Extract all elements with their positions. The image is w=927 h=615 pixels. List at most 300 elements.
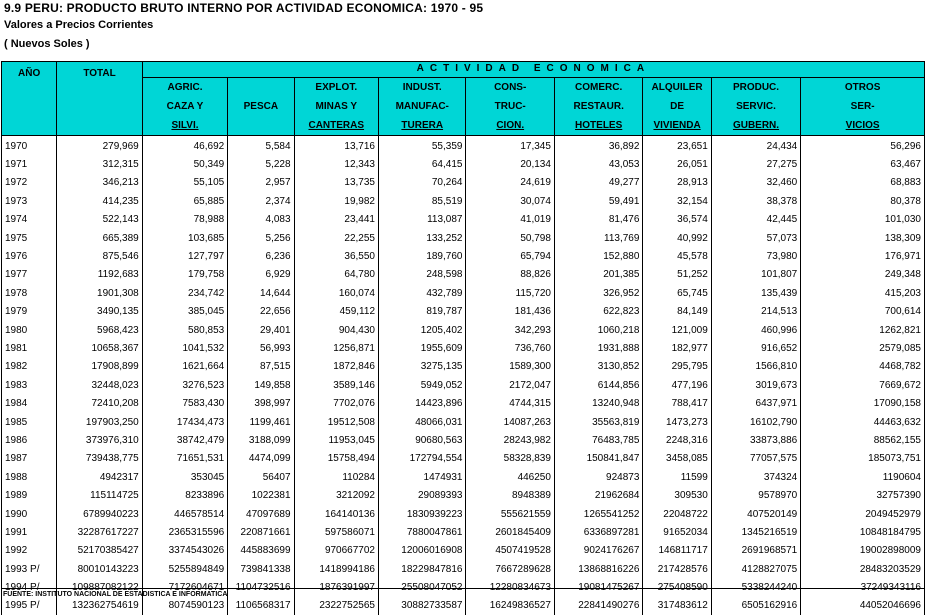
cell-value: 80010143223 bbox=[57, 560, 142, 578]
cell-value: 17908,899 bbox=[57, 358, 142, 376]
header-col-8 bbox=[801, 78, 925, 136]
table-row bbox=[2, 303, 925, 321]
cell-value: 1205,402 bbox=[379, 321, 466, 339]
cell-value: 64,415 bbox=[379, 155, 466, 173]
cell-value: 22841490276 bbox=[554, 597, 642, 615]
table-subtitle: Valores a Precios Corrientes bbox=[4, 19, 153, 31]
cell-value: 5338244240 bbox=[711, 578, 800, 596]
cell-value: 17090,158 bbox=[801, 394, 925, 412]
cell-value: 64,780 bbox=[294, 266, 378, 284]
cell-value: 11599 bbox=[643, 468, 711, 486]
cell-value: 32,460 bbox=[711, 174, 800, 192]
cell-value: 374324 bbox=[711, 468, 800, 486]
cell-year: 1974 bbox=[2, 211, 57, 229]
cell-value: 819,787 bbox=[379, 303, 466, 321]
header-col-2-line-2: CANTERAS bbox=[295, 116, 378, 135]
cell-value: 580,853 bbox=[142, 321, 227, 339]
cell-value: 101,030 bbox=[801, 211, 925, 229]
cell-value: 1022381 bbox=[228, 486, 294, 504]
header-col-1-line-2 bbox=[228, 116, 293, 135]
table-row bbox=[2, 136, 925, 156]
cell-value: 220871661 bbox=[228, 523, 294, 541]
cell-value: 57,073 bbox=[711, 229, 800, 247]
cell-value: 90680,563 bbox=[379, 431, 466, 449]
cell-value: 19002898009 bbox=[801, 542, 925, 560]
cell-value: 113,769 bbox=[554, 229, 642, 247]
cell-value: 1104732516 bbox=[228, 578, 294, 596]
cell-year: 1991 bbox=[2, 523, 57, 541]
cell-value: 85,519 bbox=[379, 192, 466, 210]
table-row bbox=[2, 560, 925, 578]
header-col-0 bbox=[142, 78, 227, 136]
cell-value: 113,087 bbox=[379, 211, 466, 229]
table-row bbox=[2, 321, 925, 339]
header-col-1-line-0 bbox=[228, 78, 293, 97]
cell-value: 3490,135 bbox=[57, 303, 142, 321]
cell-value: 14423,896 bbox=[379, 394, 466, 412]
header-col-1 bbox=[228, 78, 294, 136]
cell-value: 1872,846 bbox=[294, 358, 378, 376]
cell-value: 44463,632 bbox=[801, 413, 925, 431]
table-bottom-rule bbox=[1, 588, 925, 589]
cell-value: 68,883 bbox=[801, 174, 925, 192]
cell-value: 47097689 bbox=[228, 505, 294, 523]
cell-value: 23,441 bbox=[294, 211, 378, 229]
cell-value: 6437,971 bbox=[711, 394, 800, 412]
cell-value: 110284 bbox=[294, 468, 378, 486]
cell-value: 309530 bbox=[643, 486, 711, 504]
cell-value: 1589,300 bbox=[466, 358, 554, 376]
cell-year: 1984 bbox=[2, 394, 57, 412]
cell-value: 32757390 bbox=[801, 486, 925, 504]
cell-value: 84,149 bbox=[643, 303, 711, 321]
cell-value: 414,235 bbox=[57, 192, 142, 210]
cell-value: 56,296 bbox=[801, 136, 925, 156]
cell-value: 1830939223 bbox=[379, 505, 466, 523]
header-col-2-line-0: EXPLOT. bbox=[295, 78, 378, 97]
cell-value: 46,692 bbox=[142, 136, 227, 156]
table-row bbox=[2, 468, 925, 486]
cell-value: 14,644 bbox=[228, 284, 294, 302]
cell-value: 115,720 bbox=[466, 284, 554, 302]
cell-value: 132362754619 bbox=[57, 597, 142, 615]
header-col-6-line-2: VIVIENDA bbox=[643, 116, 710, 135]
table-row bbox=[2, 229, 925, 247]
cell-value: 127,797 bbox=[142, 247, 227, 265]
cell-value: 5,584 bbox=[228, 136, 294, 156]
table-row bbox=[2, 394, 925, 412]
cell-value: 115114725 bbox=[57, 486, 142, 504]
cell-value: 665,389 bbox=[57, 229, 142, 247]
header-col-4-line-2: CION. bbox=[466, 116, 553, 135]
cell-value: 7669,672 bbox=[801, 376, 925, 394]
cell-value: 3212092 bbox=[294, 486, 378, 504]
cell-year: 1992 bbox=[2, 542, 57, 560]
cell-value: 72410,208 bbox=[57, 394, 142, 412]
cell-value: 13,716 bbox=[294, 136, 378, 156]
cell-value: 29089393 bbox=[379, 486, 466, 504]
table-header bbox=[2, 62, 925, 136]
cell-value: 48066,031 bbox=[379, 413, 466, 431]
cell-value: 77057,575 bbox=[711, 450, 800, 468]
header-col-4 bbox=[466, 78, 554, 136]
cell-value: 875,546 bbox=[57, 247, 142, 265]
cell-value: 6789940223 bbox=[57, 505, 142, 523]
cell-year: 1975 bbox=[2, 229, 57, 247]
table-row bbox=[2, 358, 925, 376]
cell-value: 5949,052 bbox=[379, 376, 466, 394]
cell-year: 1982 bbox=[2, 358, 57, 376]
cell-value: 10848184795 bbox=[801, 523, 925, 541]
cell-value: 44052046696 bbox=[801, 597, 925, 615]
cell-value: 9578970 bbox=[711, 486, 800, 504]
cell-value: 160,074 bbox=[294, 284, 378, 302]
cell-value: 26,051 bbox=[643, 155, 711, 173]
cell-value: 342,293 bbox=[466, 321, 554, 339]
cell-value: 36,550 bbox=[294, 247, 378, 265]
table-row bbox=[2, 192, 925, 210]
cell-value: 2,374 bbox=[228, 192, 294, 210]
cell-value: 214,513 bbox=[711, 303, 800, 321]
cell-value: 176,971 bbox=[801, 247, 925, 265]
cell-value: 700,614 bbox=[801, 303, 925, 321]
cell-value: 4474,099 bbox=[228, 450, 294, 468]
cell-value: 1106568317 bbox=[228, 597, 294, 615]
header-activity-group: ACTIVIDAD ECONOMICA bbox=[142, 62, 924, 78]
cell-value: 150841,847 bbox=[554, 450, 642, 468]
cell-value: 21962684 bbox=[554, 486, 642, 504]
cell-value: 15758,494 bbox=[294, 450, 378, 468]
cell-value: 2,957 bbox=[228, 174, 294, 192]
cell-value: 45,578 bbox=[643, 247, 711, 265]
cell-value: 6,236 bbox=[228, 247, 294, 265]
cell-value: 275408590 bbox=[643, 578, 711, 596]
cell-value: 182,977 bbox=[643, 339, 711, 357]
cell-year: 1980 bbox=[2, 321, 57, 339]
cell-value: 101,807 bbox=[711, 266, 800, 284]
cell-value: 24,434 bbox=[711, 136, 800, 156]
cell-value: 52170385427 bbox=[57, 542, 142, 560]
header-col-6 bbox=[643, 78, 711, 136]
table-row bbox=[2, 450, 925, 468]
cell-value: 1901,308 bbox=[57, 284, 142, 302]
cell-year: 1972 bbox=[2, 174, 57, 192]
cell-year: 1973 bbox=[2, 192, 57, 210]
cell-value: 56,993 bbox=[228, 339, 294, 357]
table-row bbox=[2, 339, 925, 357]
table-body bbox=[2, 136, 925, 615]
header-col-1-line-1: PESCA bbox=[228, 97, 293, 116]
cell-value: 916,652 bbox=[711, 339, 800, 357]
cell-value: 35563,819 bbox=[554, 413, 642, 431]
cell-value: 2579,085 bbox=[801, 339, 925, 357]
cell-value: 88,826 bbox=[466, 266, 554, 284]
table-row bbox=[2, 542, 925, 560]
cell-value: 5,228 bbox=[228, 155, 294, 173]
cell-value: 7880047861 bbox=[379, 523, 466, 541]
cell-value: 446578514 bbox=[142, 505, 227, 523]
header-col-7-line-0: PRODUC. bbox=[712, 78, 800, 97]
table-row bbox=[2, 431, 925, 449]
header-col-4-line-0: CONS- bbox=[466, 78, 553, 97]
header-col-0-line-1: CAZA Y bbox=[143, 97, 227, 116]
table-units: ( Nuevos Soles ) bbox=[4, 38, 90, 50]
table-row bbox=[2, 155, 925, 173]
cell-value: 5,256 bbox=[228, 229, 294, 247]
header-total: TOTAL bbox=[57, 62, 142, 136]
cell-value: 4128827075 bbox=[711, 560, 800, 578]
cell-value: 1192,683 bbox=[57, 266, 142, 284]
cell-value: 63,467 bbox=[801, 155, 925, 173]
cell-value: 6144,856 bbox=[554, 376, 642, 394]
cell-value: 346,213 bbox=[57, 174, 142, 192]
cell-value: 1190604 bbox=[801, 468, 925, 486]
cell-year: 1987 bbox=[2, 450, 57, 468]
cell-value: 2322752565 bbox=[294, 597, 378, 615]
cell-value: 7172604671 bbox=[142, 578, 227, 596]
cell-value: 87,515 bbox=[228, 358, 294, 376]
header-col-5-line-2: HOTELES bbox=[555, 116, 642, 135]
cell-value: 19512,508 bbox=[294, 413, 378, 431]
cell-value: 445883699 bbox=[228, 542, 294, 560]
cell-value: 3019,673 bbox=[711, 376, 800, 394]
cell-value: 317483612 bbox=[643, 597, 711, 615]
cell-value: 12006016908 bbox=[379, 542, 466, 560]
cell-year: 1990 bbox=[2, 505, 57, 523]
source-note: FUENTE: INSTITUTO NACIONAL DE ESTADISTICA E INFORMATICA bbox=[3, 591, 227, 598]
header-col-5-line-0: COMERC. bbox=[555, 78, 642, 97]
cell-value: 29,401 bbox=[228, 321, 294, 339]
cell-value: 1345216519 bbox=[711, 523, 800, 541]
cell-value: 1060,218 bbox=[554, 321, 642, 339]
cell-value: 460,996 bbox=[711, 321, 800, 339]
cell-value: 18229847816 bbox=[379, 560, 466, 578]
cell-value: 10658,367 bbox=[57, 339, 142, 357]
cell-value: 30882733587 bbox=[379, 597, 466, 615]
cell-value: 4744,315 bbox=[466, 394, 554, 412]
cell-value: 17434,473 bbox=[142, 413, 227, 431]
cell-value: 38,378 bbox=[711, 192, 800, 210]
cell-value: 38742,479 bbox=[142, 431, 227, 449]
cell-value: 1931,888 bbox=[554, 339, 642, 357]
cell-value: 3458,085 bbox=[643, 450, 711, 468]
cell-value: 217428576 bbox=[643, 560, 711, 578]
cell-value: 121,009 bbox=[643, 321, 711, 339]
cell-year: 1995 P/ bbox=[2, 597, 57, 615]
cell-value: 16249836527 bbox=[466, 597, 554, 615]
cell-value: 1621,664 bbox=[142, 358, 227, 376]
cell-year: 1981 bbox=[2, 339, 57, 357]
cell-value: 24,619 bbox=[466, 174, 554, 192]
cell-value: 25508047052 bbox=[379, 578, 466, 596]
header-col-5-line-1: RESTAUR. bbox=[555, 97, 642, 116]
cell-value: 522,143 bbox=[57, 211, 142, 229]
cell-value: 3275,135 bbox=[379, 358, 466, 376]
cell-value: 58328,839 bbox=[466, 450, 554, 468]
cell-value: 7583,430 bbox=[142, 394, 227, 412]
cell-value: 185073,751 bbox=[801, 450, 925, 468]
cell-value: 14087,263 bbox=[466, 413, 554, 431]
cell-value: 6,929 bbox=[228, 266, 294, 284]
cell-value: 30,074 bbox=[466, 192, 554, 210]
cell-value: 326,952 bbox=[554, 284, 642, 302]
cell-value: 50,798 bbox=[466, 229, 554, 247]
cell-value: 135,439 bbox=[711, 284, 800, 302]
cell-value: 924873 bbox=[554, 468, 642, 486]
cell-value: 2691968571 bbox=[711, 542, 800, 560]
cell-value: 1474931 bbox=[379, 468, 466, 486]
table-row bbox=[2, 211, 925, 229]
cell-year: 1977 bbox=[2, 266, 57, 284]
cell-value: 179,758 bbox=[142, 266, 227, 284]
cell-value: 6336897281 bbox=[554, 523, 642, 541]
cell-value: 50,349 bbox=[142, 155, 227, 173]
cell-value: 70,264 bbox=[379, 174, 466, 192]
cell-value: 415,203 bbox=[801, 284, 925, 302]
cell-value: 5968,423 bbox=[57, 321, 142, 339]
cell-value: 477,196 bbox=[643, 376, 711, 394]
cell-value: 1473,273 bbox=[643, 413, 711, 431]
cell-year: 1978 bbox=[2, 284, 57, 302]
cell-value: 8233896 bbox=[142, 486, 227, 504]
cell-value: 146811717 bbox=[643, 542, 711, 560]
cell-value: 76483,785 bbox=[554, 431, 642, 449]
cell-value: 37249343116 bbox=[801, 578, 925, 596]
cell-year: 1988 bbox=[2, 468, 57, 486]
cell-value: 1265541252 bbox=[554, 505, 642, 523]
cell-year: 1993 P/ bbox=[2, 560, 57, 578]
cell-value: 32,154 bbox=[643, 192, 711, 210]
cell-value: 40,992 bbox=[643, 229, 711, 247]
table-row bbox=[2, 505, 925, 523]
cell-value: 385,045 bbox=[142, 303, 227, 321]
cell-value: 43,053 bbox=[554, 155, 642, 173]
cell-value: 73,980 bbox=[711, 247, 800, 265]
cell-value: 13240,948 bbox=[554, 394, 642, 412]
cell-year: 1985 bbox=[2, 413, 57, 431]
cell-value: 16102,790 bbox=[711, 413, 800, 431]
cell-value: 970667702 bbox=[294, 542, 378, 560]
cell-value: 8948389 bbox=[466, 486, 554, 504]
cell-value: 36,574 bbox=[643, 211, 711, 229]
header-col-6-line-0: ALQUILER bbox=[643, 78, 710, 97]
header-col-0-line-2: SILVI. bbox=[143, 116, 227, 135]
cell-value: 407520149 bbox=[711, 505, 800, 523]
cell-value: 12280834673 bbox=[466, 578, 554, 596]
cell-value: 55,105 bbox=[142, 174, 227, 192]
header-col-7-line-2: GUBERN. bbox=[712, 116, 800, 135]
cell-value: 49,277 bbox=[554, 174, 642, 192]
table-row bbox=[2, 413, 925, 431]
header-col-8-line-1: SER- bbox=[801, 97, 924, 116]
cell-value: 172794,554 bbox=[379, 450, 466, 468]
table-row bbox=[2, 523, 925, 541]
cell-value: 622,823 bbox=[554, 303, 642, 321]
cell-value: 22,255 bbox=[294, 229, 378, 247]
cell-year: 1971 bbox=[2, 155, 57, 173]
table-row bbox=[2, 247, 925, 265]
cell-value: 2248,316 bbox=[643, 431, 711, 449]
cell-value: 3188,099 bbox=[228, 431, 294, 449]
cell-value: 109887082122 bbox=[57, 578, 142, 596]
cell-value: 739841338 bbox=[228, 560, 294, 578]
cell-year: 1970 bbox=[2, 136, 57, 156]
cell-value: 1262,821 bbox=[801, 321, 925, 339]
header-col-3-line-2: TURERA bbox=[379, 116, 465, 135]
cell-value: 32448,023 bbox=[57, 376, 142, 394]
cell-value: 51,252 bbox=[643, 266, 711, 284]
cell-value: 65,745 bbox=[643, 284, 711, 302]
cell-value: 6505162916 bbox=[711, 597, 800, 615]
table-row bbox=[2, 597, 925, 615]
table-row bbox=[2, 376, 925, 394]
cell-value: 353045 bbox=[142, 468, 227, 486]
cell-value: 17,345 bbox=[466, 136, 554, 156]
cell-value: 279,969 bbox=[57, 136, 142, 156]
cell-value: 71651,531 bbox=[142, 450, 227, 468]
header-col-4-line-1: TRUC- bbox=[466, 97, 553, 116]
cell-value: 1041,532 bbox=[142, 339, 227, 357]
header-col-7-line-1: SERVIC. bbox=[712, 97, 800, 116]
cell-value: 27,275 bbox=[711, 155, 800, 173]
cell-value: 736,760 bbox=[466, 339, 554, 357]
cell-value: 22048722 bbox=[643, 505, 711, 523]
cell-value: 739438,775 bbox=[57, 450, 142, 468]
cell-value: 28,913 bbox=[643, 174, 711, 192]
cell-value: 1566,810 bbox=[711, 358, 800, 376]
header-year: AÑO bbox=[2, 62, 57, 136]
cell-value: 23,651 bbox=[643, 136, 711, 156]
cell-value: 13,735 bbox=[294, 174, 378, 192]
header-col-8-line-0: OTROS bbox=[801, 78, 924, 97]
cell-value: 312,315 bbox=[57, 155, 142, 173]
cell-value: 133,252 bbox=[379, 229, 466, 247]
cell-value: 19,982 bbox=[294, 192, 378, 210]
cell-value: 56407 bbox=[228, 468, 294, 486]
cell-year: 1986 bbox=[2, 431, 57, 449]
cell-value: 80,378 bbox=[801, 192, 925, 210]
cell-value: 12,343 bbox=[294, 155, 378, 173]
cell-value: 201,385 bbox=[554, 266, 642, 284]
cell-value: 446250 bbox=[466, 468, 554, 486]
table-title: 9.9 PERU: PRODUCTO BRUTO INTERNO POR ACTIVIDAD ECONOMICA: 1970 - 95 bbox=[4, 1, 483, 15]
cell-value: 103,685 bbox=[142, 229, 227, 247]
header-col-2 bbox=[294, 78, 378, 136]
cell-value: 9024176267 bbox=[554, 542, 642, 560]
cell-value: 197903,250 bbox=[57, 413, 142, 431]
cell-value: 36,892 bbox=[554, 136, 642, 156]
cell-value: 1876391997 bbox=[294, 578, 378, 596]
cell-value: 81,476 bbox=[554, 211, 642, 229]
cell-value: 28483203529 bbox=[801, 560, 925, 578]
cell-value: 459,112 bbox=[294, 303, 378, 321]
cell-value: 4,083 bbox=[228, 211, 294, 229]
cell-value: 2365315596 bbox=[142, 523, 227, 541]
cell-value: 398,997 bbox=[228, 394, 294, 412]
cell-year: 1979 bbox=[2, 303, 57, 321]
cell-value: 1199,461 bbox=[228, 413, 294, 431]
cell-value: 22,656 bbox=[228, 303, 294, 321]
cell-year: 1976 bbox=[2, 247, 57, 265]
cell-year: 1983 bbox=[2, 376, 57, 394]
cell-value: 33873,886 bbox=[711, 431, 800, 449]
cell-value: 32287617227 bbox=[57, 523, 142, 541]
cell-value: 164140136 bbox=[294, 505, 378, 523]
cell-value: 41,019 bbox=[466, 211, 554, 229]
cell-value: 555621559 bbox=[466, 505, 554, 523]
table-row bbox=[2, 266, 925, 284]
table-row bbox=[2, 486, 925, 504]
